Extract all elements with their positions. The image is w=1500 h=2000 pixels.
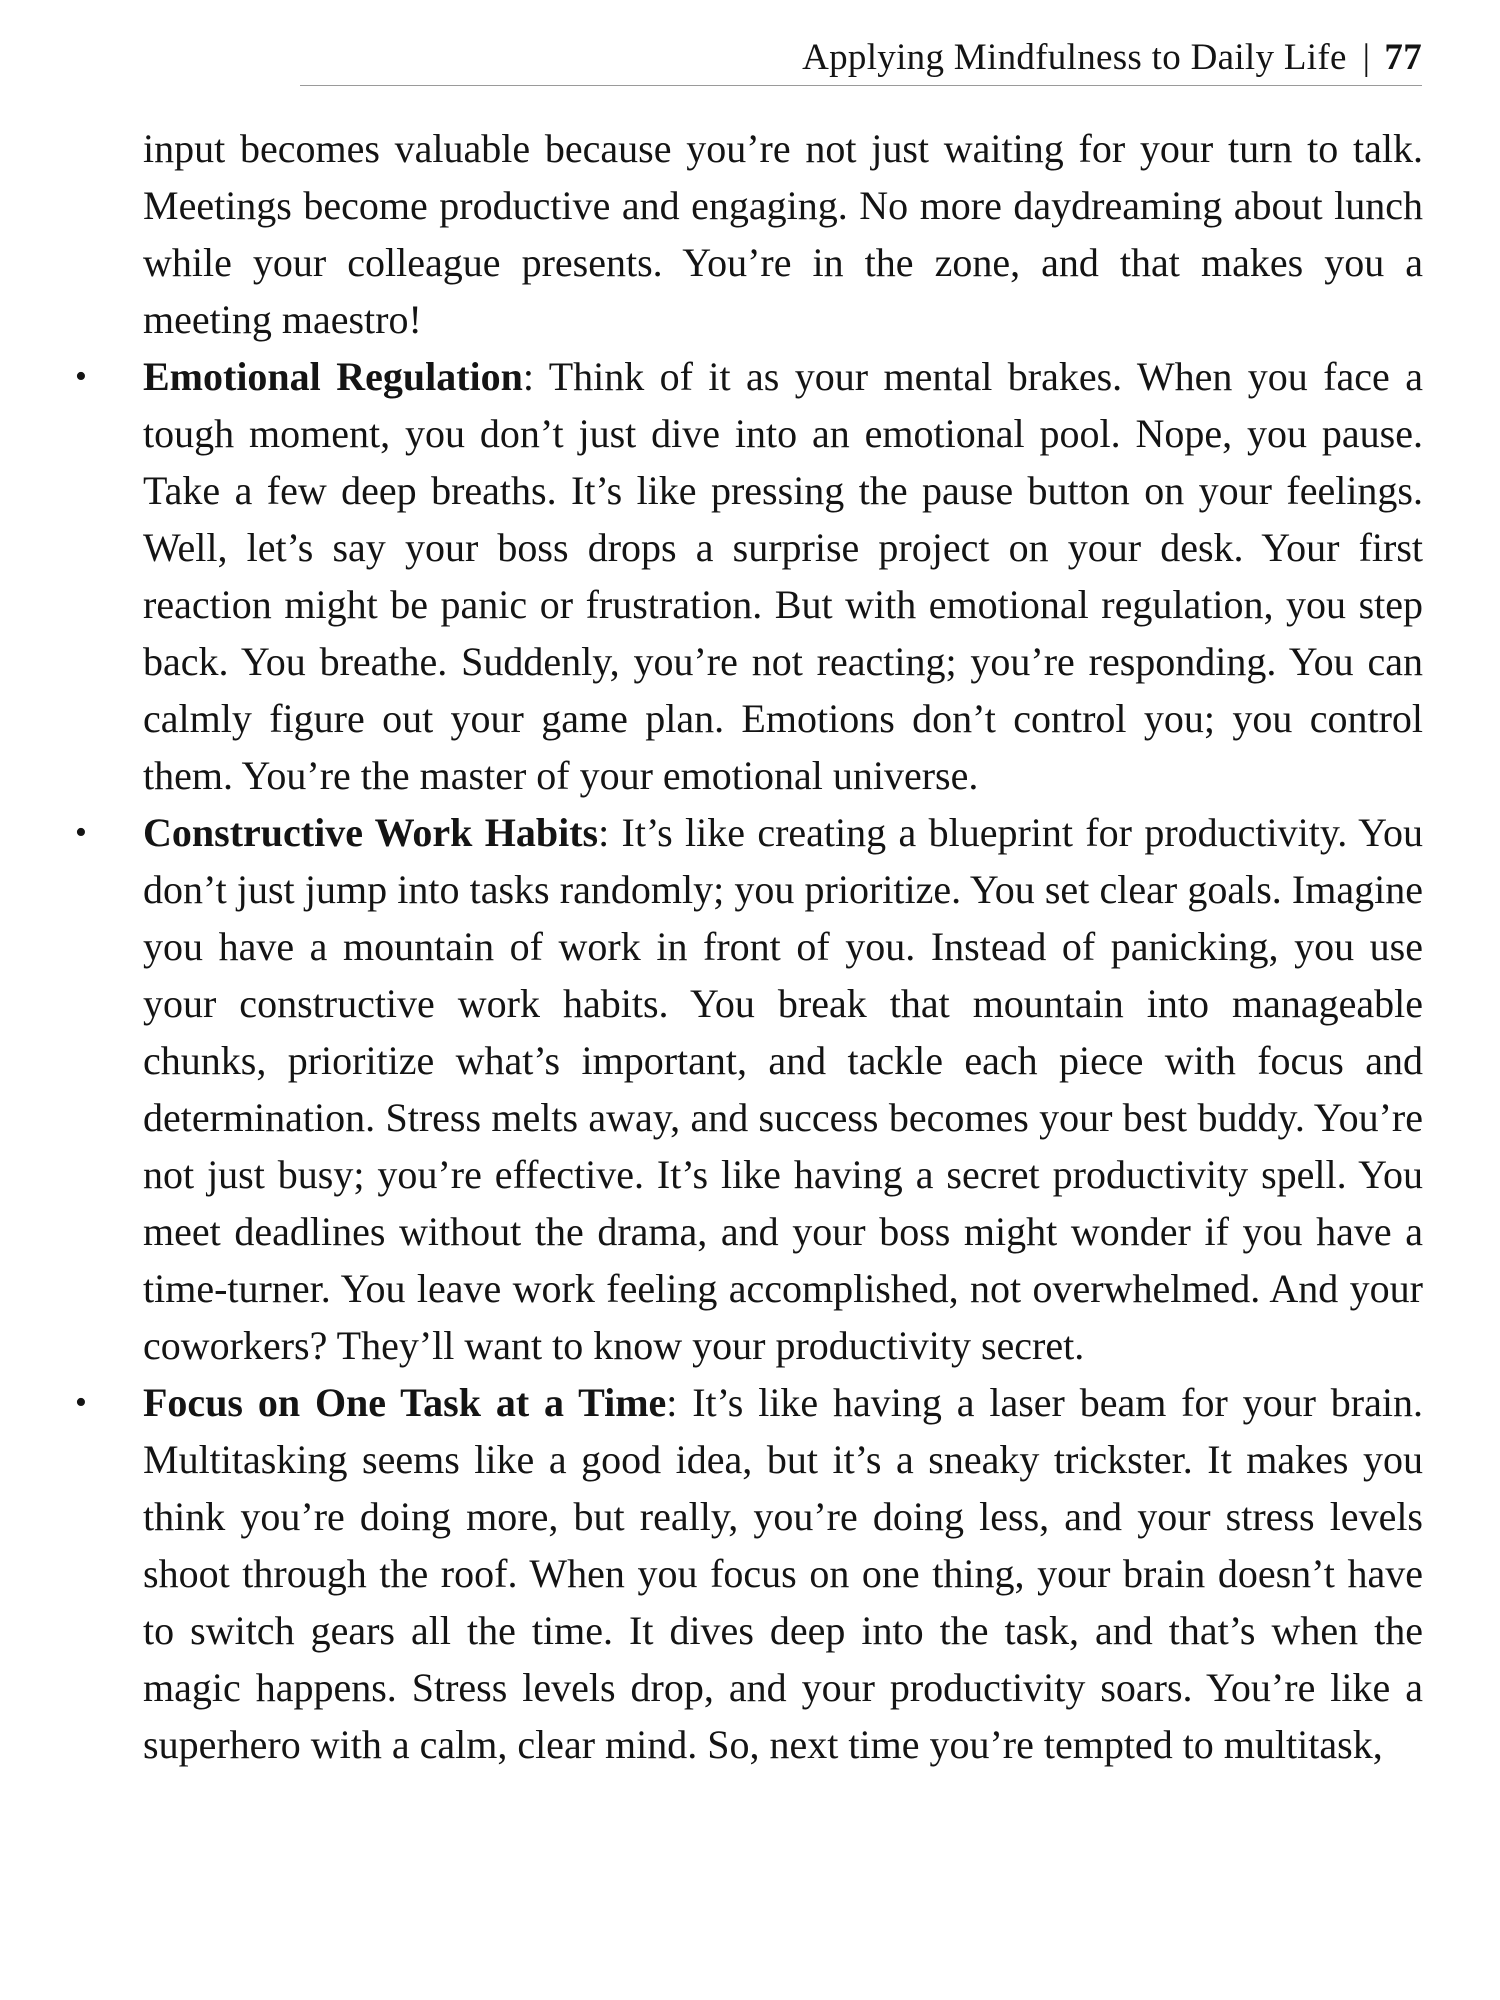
intro-paragraph: input becomes valuable because you’re not just waiting for your turn to talk. Meetings become productive and engaging. No more daydreaming about lunch while your colleague presents. You’re in the zone, and that makes you a meeting maestro! [143, 126, 1423, 342]
item-term: Focus on One Task at a Time [143, 1380, 667, 1425]
bullet-icon: • [75, 1384, 87, 1421]
page-number: 77 [1384, 37, 1422, 78]
bullet-list [75, 348, 1424, 1773]
running-header [300, 34, 1422, 82]
item-text: : Think of it as your mental brakes. When you face a tough moment, you don’t just dive into an emotional pool. Nope, you pause. Take a few deep breaths. It’s like pressing the pause button on your feelings. Well, let’s say your boss drops a surprise project on your desk. Your first reaction might be panic or frustration. But with emotional regulation, you step back. You breathe. Suddenly, you’re not reacting; you’re responding. You can calmly figure out your game plan. Emotions don’t control you; you control them. You’re the master of your emotional universe. [143, 354, 1423, 798]
item-term: Emotional Regulation [143, 354, 523, 399]
item-term: Constructive Work Habits [143, 810, 599, 855]
item-text: : It’s like creating a blueprint for productivity. You don’t just jump into tasks randomly; you prioritize. You set clear goals. Imagine you have a mountain of work in front of you. Instead of panicking, you use your constructive work habits. You break that mountain into manageable chunks, prioritize what’s important, and tackle each piece with focus and determination. Stress melts away, and success becomes your best buddy. You’re not just busy; you’re effective. It’s like having a secret productivity spell. You meet deadlines without the drama, and your boss might wonder if you have a time-turner. You leave work feeling accomplished, not overwhelmed. And your coworkers? They’ll want to know your productivity secret. [143, 810, 1424, 1368]
body-text [75, 120, 1424, 1773]
item-text: : It’s like having a laser beam for your brain. Multitasking seems like a good idea, but it’s a sneaky trickster. It makes you think you’re doing more, but really, you’re doing less, and your stress levels shoot through the roof. When you focus on one thing, your brain doesn’t have to switch gears all the time. It dives deep into the task, and that’s when the magic happens. Stress levels drop, and your productivity soars. You’re like a superhero with a calm, clear mind. So, next time you’re tempted to multitask, [143, 1380, 1423, 1767]
list-item [75, 804, 1424, 1374]
bullet-icon: • [75, 814, 87, 851]
list-item [75, 1374, 1423, 1773]
list-item [75, 348, 1423, 804]
header-separator: | [1362, 37, 1371, 78]
header-rule [300, 85, 1422, 86]
bullet-icon: • [75, 358, 87, 395]
chapter-title: Applying Mindfulness to Daily Life [802, 37, 1347, 78]
